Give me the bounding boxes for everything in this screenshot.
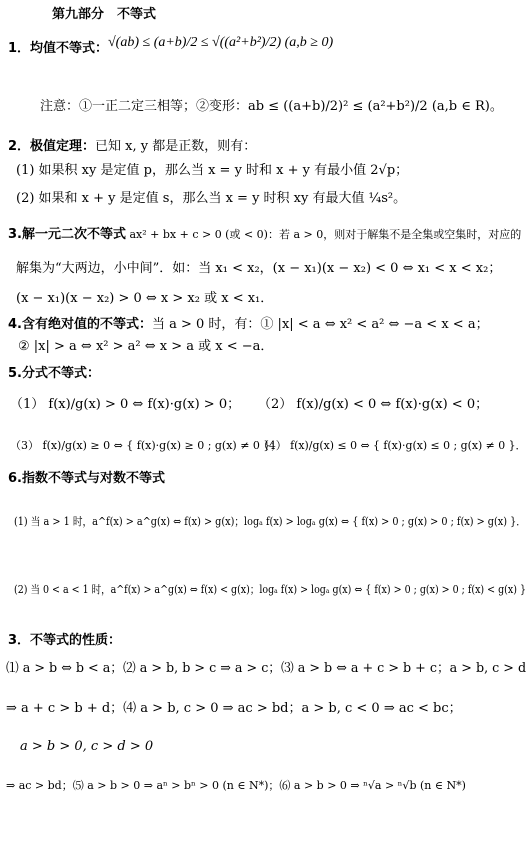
- page-title: 第九部分 不等式: [52, 7, 157, 22]
- s2-line0: [8, 140, 256, 153]
- s5-heading: 5.分式不等式：: [8, 366, 100, 381]
- s2-heading: 2．极值定理：: [8, 139, 96, 154]
- s1-formula: √(ab) ≤ (a+b)/2 ≤ √((a²+b²)/2) (a,b ≥ 0): [108, 35, 334, 50]
- s7-heading: 3．不等式的性质：: [8, 633, 122, 648]
- s5-item-1: （1） f(x)/g(x) > 0 ⇔ f(x)·g(x) > 0；: [10, 397, 241, 412]
- s6-item-1: (1) 当 a > 1 时，a^f(x) > a^g(x) ⇔ f(x) > g(x)；logₐ f(x) > logₐ g(x) ⇔ { f(x) > 0 ; g(x) > 0 ; f(x) > g(x) }．: [14, 515, 526, 528]
- s6-item-2: (2) 当 0 < a < 1 时，a^f(x) > a^g(x) ⇔ f(x) < g(x)；logₐ f(x) > logₐ g(x) ⇔ { f(x) > 0 ; g(x) > 0 ; f(x) < g(x) }: [14, 583, 526, 596]
- s3-line1: [8, 228, 521, 241]
- s4-heading: 4.含有绝对值的不等式：: [8, 317, 152, 332]
- s7-l1: ⑴ a > b ⇔ b < a；⑵ a > b, b > c ⇒ a > c；⑶ a > b ⇔ a + c > b + c；a > b, c > d: [6, 661, 527, 676]
- s4-l2: ② |x| > a ⇔ x² > a² ⇔ x > a 或 x < −a．: [18, 339, 274, 354]
- s2-item-2: (2) 如果和 x + y 是定值 s，那么当 x = y 时积 xy 有最大值 ¼s²。: [16, 191, 407, 206]
- s1-note: 注意：①一正二定三相等；②变形：ab ≤ ((a+b)/2)² ≤ (a²+b²)/2 (a,b ∈ R)。: [40, 99, 503, 114]
- s4-l1: 当 a > 0 时，有：① |x| < a ⇔ x² < a² ⇔ −a < x < a；: [151, 317, 489, 332]
- s5-item-2: （2） f(x)/g(x) < 0 ⇔ f(x)·g(x) < 0；: [258, 397, 489, 412]
- s3-l3: (x − x₁)(x − x₂) > 0 ⇔ x > x₂ 或 x < x₁．: [16, 291, 274, 306]
- s1-heading: 1．均值不等式：: [8, 41, 109, 56]
- s7-l3: a > b > 0, c > d > 0: [20, 739, 154, 754]
- s7-l2: ⇒ a + c > b + d；⑷ a > b, c > 0 ⇒ ac > bd；a > b, c < 0 ⇒ ac < bc；: [6, 701, 462, 716]
- s3-l2: 解集为“大两边，小中间”．如：当 x₁ < x₂，(x − x₁)(x − x₂) < 0 ⇔ x₁ < x < x₂；: [16, 261, 502, 276]
- s2-item-1: (1) 如果积 xy 是定值 p，那么当 x = y 时和 x + y 有最小值 2√p；: [16, 163, 409, 178]
- s3-heading: 3.解一元二次不等式: [8, 227, 126, 242]
- s2-intro: 已知 x, y 都是正数，则有：: [95, 139, 257, 154]
- s6-heading: 6.指数不等式与对数不等式: [8, 471, 165, 486]
- s7-l4: ⇒ ac > bd；⑸ a > b > 0 ⇒ aⁿ > bⁿ > 0 (n ∈ N*)；⑹ a > b > 0 ⇒ ⁿ√a > ⁿ√b (n ∈ N*): [6, 779, 466, 792]
- s4-line1: [8, 318, 489, 331]
- s5-item-4: （4） f(x)/g(x) ≤ 0 ⇔ { f(x)·g(x) ≤ 0 ; g(x) ≠ 0 }．: [258, 439, 527, 452]
- s3-l1: ax² + bx + c > 0 (或 < 0)：若 a > 0，则对于解集不是全集或空集时，对应的: [125, 228, 522, 241]
- s5-item-3: （3） f(x)/g(x) ≥ 0 ⇔ { f(x)·g(x) ≥ 0 ; g(x) ≠ 0 }；: [10, 439, 282, 452]
